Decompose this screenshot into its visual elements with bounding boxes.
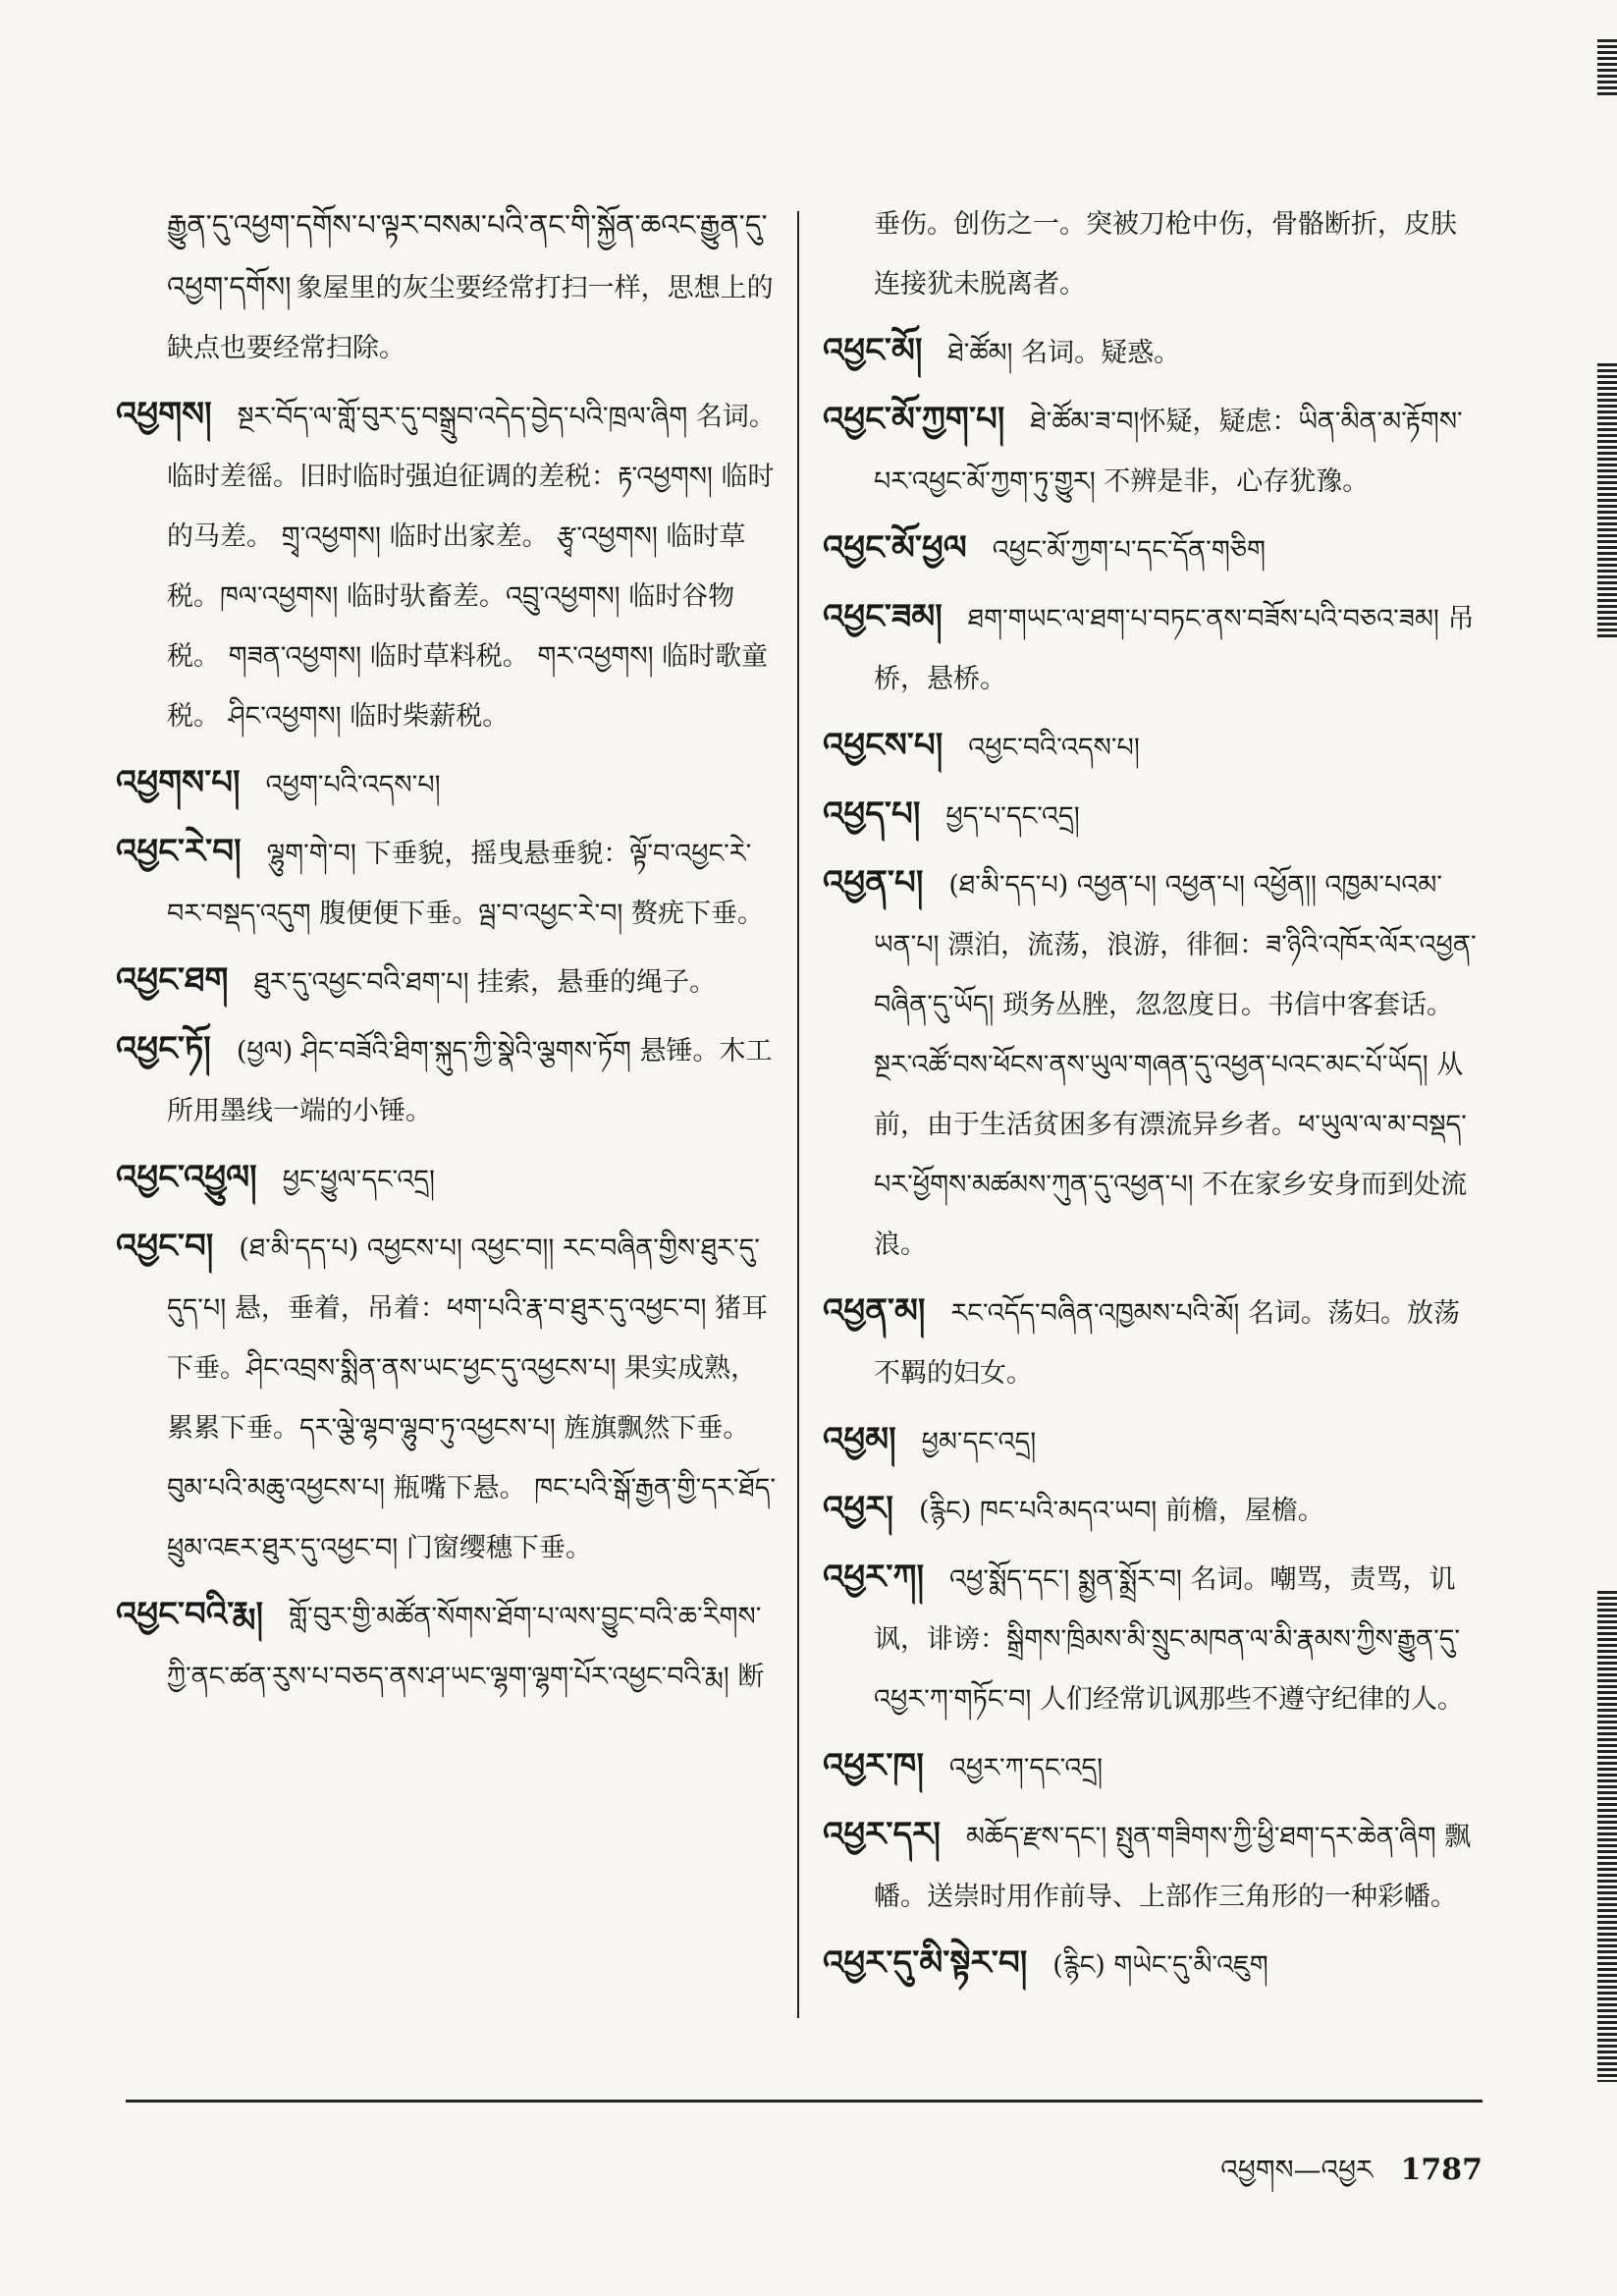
definition: ཕྱམ་དང་འདྲ།	[921, 1427, 1037, 1457]
definition: འཕྱང་མོ་ཀྱག་པ་དང་དོན་གཅིག	[992, 535, 1267, 566]
scan-edge-top	[1597, 39, 1617, 98]
definition: རང་འདོད་བཞིན་འཁྱམས་པའི་མོ། 名词。荡妇。放荡不羁的妇女。	[874, 1298, 1461, 1389]
headword: འཕྱགས་པ།	[116, 763, 241, 802]
definition: (ཐ་མི་དད་པ) འཕྱན་པ། འཕྱན་པ། འཕྱོན།། འཁྱམ་པའམ་ཡན་པ། 漂泊，流荡，浪游，徘徊：ཟ་ཉིའི་འཁོར་ལོར་འཕྱན་བཞིན་དུ་ཡོད། 琐务丛脞，忽忽度日。书信中客套话。སྔར་འཚོ་བས་ཕོངས་ནས་ཡུལ་གཞན་དུ་འཕྱན་པའང་མང་པོ་ཡོད། 从前，由于生活贫困多有漂流异乡者。ཕ་ཡུལ་ལ་མ་བསྡད་པར་ཕྱོགས་མཚམས་ཀུན་དུ་འཕྱན་པ། 不在家乡安身而到处流浪。	[874, 870, 1477, 1260]
headword: འཕྱགས།	[116, 395, 212, 434]
dictionary-entry	[116, 386, 776, 748]
headword: འཕྱང་མོ་ཕྱལ	[823, 528, 967, 568]
dictionary-entry	[823, 786, 1482, 848]
page-number: 1787	[1400, 2153, 1482, 2187]
dictionary-entry	[823, 1549, 1482, 1731]
headword: འཕྱན་པ།	[823, 863, 924, 902]
dictionary-entry	[823, 717, 1482, 780]
definition: སྔར་བོད་ལ་གློ་བུར་དུ་བསྒྲུབ་འདེད་བྱེད་པའི་ཁྲལ་ཞིག 名词。临时差徭。旧时临时强迫征调的差税：རྟ་འཕྱགས། 临时的马差。 གྲྭ་འཕྱགས། 临时出家差。 རྩྭ་འཕྱགས། 临时草税。ཁལ་འཕྱགས། 临时驮畜差。འབྲུ་འཕྱགས། 临时谷物税。 གཟན་འཕྱགས། 临时草料税。 གར་འཕྱགས། 临时歌童税。 ཤིང་འཕྱགས། 临时柴薪税。	[167, 402, 776, 732]
dictionary-entry	[823, 1480, 1482, 1543]
continuation-chinese: 垂伤。创伤之一。突被刀枪中伤，骨骼断折，皮肤连接犹未脱离者。	[874, 209, 1457, 300]
right-column	[823, 196, 1482, 2003]
headword: འཕྱང་རེ་བ།	[116, 832, 242, 871]
dictionary-entry	[823, 588, 1482, 711]
left-column	[116, 196, 776, 1715]
dictionary-entry	[823, 519, 1482, 582]
headword: འཕྱན་མ།	[823, 1291, 926, 1331]
definition: ཐེ་ཚོམ། 名词。疑惑。	[947, 338, 1181, 368]
dictionary-entry	[823, 1283, 1482, 1405]
headword: འཕྱང་བའི་རྨ།	[116, 1595, 264, 1634]
headword: འཕྱར་ཀ།	[823, 1558, 925, 1597]
definition: (ཐ་མི་དད་པ) འཕྱངས་པ། འཕྱང་བ།། རང་བཞིན་གྱིས་ཐུར་དུ་དུད་པ། 悬，垂着，吊着：ཕག་པའི་རྣ་བ་ཐུར་དུ་འཕྱང་བ། 猪耳下垂。ཤིང་འབྲས་སྨིན་ནས་ཡང་ཕྱང་དུ་འཕྱངས་པ། 果实成熟，累累下垂。དར་ལྕེ་ལྷབ་ལྷུབ་ཏུ་འཕྱངས་པ། 旌旗飘然下垂。 བུམ་པའི་མཆུ་འཕྱངས་པ། 瓶嘴下悬。 ཁང་པའི་སྒོ་རྒྱན་གྱི་དར་ཐོད་ཕྲུམ་འཇར་ཐུར་དུ་འཕྱང་བ། 门窗缨穗下垂。	[167, 1233, 776, 1563]
continuation-chinese: 象屋里的灰尘要经常打扫一样，思想上的缺点也要经常扫除。	[167, 273, 774, 363]
definition: (རྙིང) གཡེང་དུ་མི་འཇུག	[1052, 1950, 1268, 1981]
dictionary-entry	[823, 1806, 1482, 1929]
definition: ལྷུག་གེ་བ། 下垂貌，摇曳悬垂貌：ལྟོ་བ་འཕྱང་རེ་བར་བསྡད་འདུག 腹便便下垂。ལྦ་བ་འཕྱང་རེ་བ། 赘疣下垂。	[167, 839, 765, 929]
headword: འཕྱམ།	[823, 1420, 896, 1459]
definition: འཕྱང་བའི་འདས་པ།	[968, 733, 1140, 763]
headword: འཕྱང་བ།	[116, 1227, 214, 1266]
headword: འཕྱང་ཐག	[116, 960, 229, 1000]
dictionary-entry	[116, 823, 776, 946]
headword: འཕྱང་མོ་ཀྱག་པ།	[823, 400, 1005, 439]
definition: ཐུར་དུ་འཕྱང་བའི་ཐག་པ། 挂索，悬垂的绳子。	[253, 967, 717, 998]
continuation-entry	[116, 196, 776, 380]
definition: (ཕྱལ) ཤིང་བཟོའི་ཐིག་སྐུད་ཀྱི་སྣེའི་ལྕགས་ཏོག 悬锤。木工所用墨线一端的小锤。	[167, 1036, 773, 1126]
dictionary-entry	[116, 1020, 776, 1143]
dictionary-entry	[116, 754, 776, 817]
dictionary-entry	[823, 391, 1482, 514]
definition: འཕྱག་པའི་འདས་པ།	[265, 770, 441, 800]
headword: འཕྱངས་པ།	[823, 726, 943, 765]
headword: འཕྱར་དུ་མི་སྟེར་བ།	[823, 1943, 1028, 1983]
headword: འཕྱང་ཏོ།	[116, 1029, 211, 1068]
definition: ཐེ་ཚོམ་ཟ་བ།怀疑，疑虑：ཡིན་མིན་མ་རྟོགས་པར་འཕྱང་མོ་ཀྱག་ཏུ་གྱུར། 不辨是非，心存犹豫。	[874, 407, 1463, 497]
continuation-tibetan: རྒྱུན་དུ་འཕྱག་དགོས་པ་ལྟར་བསམ་པའི་ནང་གི་སྐྱོན་ཆའང་རྒྱུན་དུ་འཕྱག་དགོས།	[167, 208, 768, 303]
definition: མཆོད་རྫས་དང་། སྤུན་གཟིགས་ཀྱི་ཕྱི་ཐག་དར་ཆེན་ཞིག 飘幡。送崇时用作前导、上部作三角形的一种彩幡。	[874, 1822, 1472, 1912]
definition: (རྙིང) ཁང་པའི་མདའ་ཡབ། 前檐，屋檐。	[918, 1496, 1324, 1526]
definition: འཕྱར་ཀ་དང་འདྲ།	[948, 1753, 1104, 1783]
dictionary-entry	[823, 322, 1482, 385]
definition: འཕྱ་སྨོད་དང་། སྨྱན་སྨྲོར་བ། 名词。嘲骂，责骂，讥讽，诽谤：སྒྲིགས་ཁྲིམས་མི་སྲུང་མཁན་ལ་མི་རྣམས་ཀྱིས་རྒྱུན་དུ་འཕྱར་ཀ་གཏོང་བ། 人们经常讥讽那些不遵守纪律的人。	[874, 1564, 1464, 1715]
headword: འཕྱང་ཟམ།	[823, 597, 943, 636]
headword: འཕྱར་ཁ།	[823, 1746, 924, 1785]
dictionary-entry	[116, 1149, 776, 1212]
dictionary-entry	[116, 1218, 776, 1580]
headword: འཕྱར།	[823, 1489, 893, 1528]
page-footer	[1100, 2139, 1482, 2216]
dictionary-entry	[823, 854, 1482, 1277]
scan-edge-lower	[1597, 1591, 1617, 2082]
dictionary-entry	[116, 1586, 776, 1709]
headword: འཕྱད་པ།	[823, 794, 921, 834]
definition: ཐག་གཡང་ལ་ཐག་པ་བཏང་ནས་བཟོས་པའི་བཅའ་ཟམ། 吊桥，悬桥。	[874, 604, 1475, 694]
scan-edge-upper	[1597, 363, 1617, 638]
definition: ཕྱད་པ་དང་འདྲ།	[945, 801, 1080, 832]
dictionary-entry	[823, 1935, 1482, 1997]
entry-range: འཕྱགས—འཕྱར	[1220, 2154, 1374, 2186]
dictionary-entry	[823, 1411, 1482, 1474]
dictionary-entry	[823, 1737, 1482, 1800]
headword: འཕྱང་འཕྱུལ།	[116, 1158, 257, 1197]
headword: འཕྱང་མོ།	[823, 331, 923, 370]
continuation-entry	[823, 196, 1482, 316]
column-divider	[797, 211, 799, 2018]
dictionary-entry	[116, 952, 776, 1014]
definition: ཕྱང་ཕྱུལ་དང་འདྲ།	[282, 1165, 436, 1195]
footer-rule	[126, 2100, 1482, 2103]
headword: འཕྱར་དར།	[823, 1815, 941, 1854]
definition: གློ་བུར་གྱི་མཚོན་སོགས་ཐོག་པ་ལས་བྱུང་བའི་ཆ་རིགས་ཀྱི་ནང་ཚན་རུས་པ་བཅད་ནས་ཤ་ཡང་ལྷག་ལྷག་པོར་འཕྱང་བའི་རྨ། 断	[167, 1602, 765, 1692]
